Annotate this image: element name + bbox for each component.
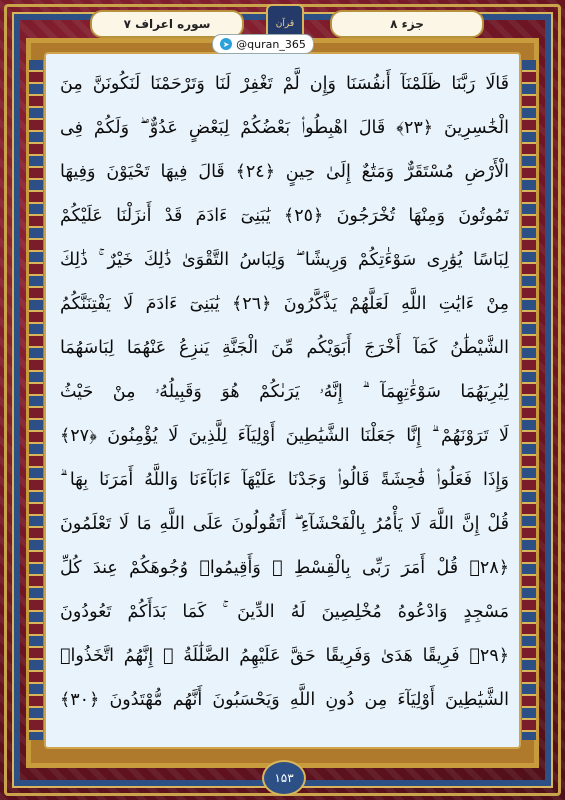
page-number: ۱۵۳ — [274, 771, 294, 785]
verse-line: لِيُرِيَهُمَا سَوْءَٰتِهِمَآ ۗ إِنَّهُۥ يَرَىٰكُمْ هُوَ وَقَبِيلُهُۥ مِنْ حَيْثُ — [60, 382, 509, 402]
verse-line: الْأَرْضِ مُسْتَقَرٌّ وَمَتَٰعٌ إِلَىٰ حِينٍ ﴿٢٤﴾ قَالَ فِيهَا تَحْيَوْنَ وَفِيهَا — [60, 162, 509, 182]
verse-line: مِنْ ءَايَٰتِ اللَّهِ لَعَلَّهُمْ يَذَّكَّرُونَ ﴿٢٦﴾ يَٰبَنِىٓ ءَادَمَ لَا يَفْتِنَنَّكُمُ — [60, 294, 509, 314]
verse-line: تَمُوتُونَ وَمِنْهَا تُخْرَجُونَ ﴿٢٥﴾ يَٰبَنِىٓ ءَادَمَ قَدْ أَنزَلْنَا عَلَيْكُمْ — [60, 206, 509, 226]
telegram-icon: ➤ — [220, 38, 232, 50]
verse-line: لِبَاسًا يُوَٰرِى سَوْءَٰتِكُمْ وَرِيشًا ۖ وَلِبَاسُ التَّقْوَىٰ ذَٰلِكَ خَيْرٌ ۚ ذَٰلِكَ — [60, 250, 509, 270]
verse-line: قَالَا رَبَّنَا ظَلَمْنَآ أَنفُسَنَا وَإِن لَّمْ تَغْفِرْ لَنَا وَتَرْحَمْنَا لَنَكُونَنَّ مِنَ — [60, 74, 509, 94]
channel-handle-text: @quran_365 — [236, 37, 306, 51]
channel-handle[interactable] — [212, 34, 314, 54]
verse-line: الشَّيَٰطِينَ أَوْلِيَآءَ مِن دُونِ اللَّهِ وَيَحْسَبُونَ أَنَّهُم مُّهْتَدُونَ ﴿٣٠﴾ — [60, 690, 509, 710]
verse-text-panel — [44, 52, 521, 749]
right-ornament-strip — [522, 60, 536, 740]
verse-line: مَسْجِدٍ وَادْعُوهُ مُخْلِصِينَ لَهُ الدِّينَ ۚ كَمَا بَدَأَكُمْ تَعُودُونَ — [60, 602, 509, 622]
left-ornament-strip — [29, 60, 43, 740]
verse-line: ﴿٢٨﴾ قُلْ أَمَرَ رَبِّى بِالْقِسْطِ ۖ وَأَقِيمُوا۟ وُجُوهَكُمْ عِندَ كُلِّ — [60, 558, 509, 578]
juz-label: جزء ۸ — [330, 10, 484, 38]
verse-lines — [60, 62, 509, 722]
verse-line: ﴿٢٩﴾ فَرِيقًا هَدَىٰ وَفَرِيقًا حَقَّ عَلَيْهِمُ الضَّلَٰلَةُ ۗ إِنَّهُمُ اتَّخَذُوا۟ — [60, 646, 509, 666]
page-number-badge — [262, 760, 306, 796]
verse-line: قُلْ إِنَّ اللَّهَ لَا يَأْمُرُ بِالْفَحْشَآءِ ۖ أَتَقُولُونَ عَلَى اللَّهِ مَا لَا تَعْلَمُونَ — [60, 514, 509, 534]
verse-line: الْخَٰسِرِينَ ﴿٢٣﴾ قَالَ اهْبِطُوا۟ بَعْضُكُمْ لِبَعْضٍ عَدُوٌّ ۖ وَلَكُمْ فِى — [60, 118, 509, 138]
verse-line: الشَّيْطَٰنُ كَمَآ أَخْرَجَ أَبَوَيْكُم مِّنَ الْجَنَّةِ يَنزِعُ عَنْهُمَا لِبَاسَهُمَا — [60, 338, 509, 358]
logo-text: قرآن — [275, 19, 295, 29]
surah-label: سوره اعراف ۷ — [90, 10, 244, 38]
verse-line: وَإِذَا فَعَلُوا۟ فَٰحِشَةً قَالُوا۟ وَجَدْنَا عَلَيْهَآ ءَابَآءَنَا وَاللَّهُ أَمَرَنَا بِهَا ۗ — [60, 470, 509, 490]
verse-line: لَا تَرَوْنَهُمْ ۗ إِنَّا جَعَلْنَا الشَّيَٰطِينَ أَوْلِيَآءَ لِلَّذِينَ لَا يُؤْمِنُونَ ﴿٢٧﴾ — [60, 426, 509, 446]
